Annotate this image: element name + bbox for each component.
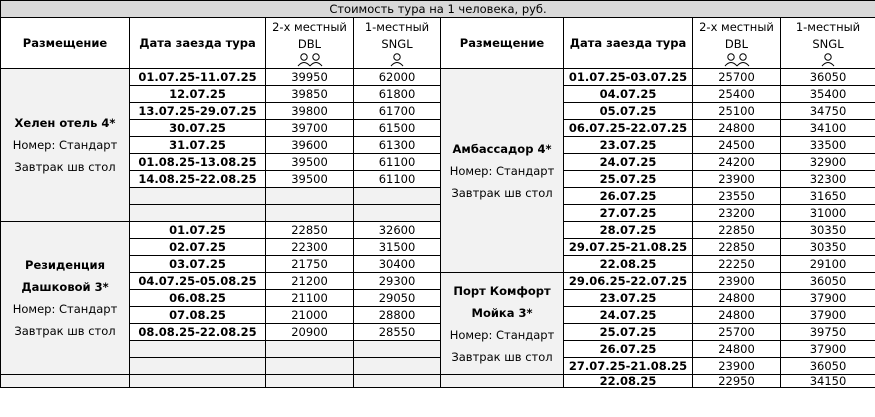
- one-person-icon: [356, 53, 438, 67]
- tour-date: 27.07.25-21.08.25: [564, 358, 693, 375]
- price-sngl: 28550: [354, 324, 441, 341]
- empty-cell: [130, 375, 266, 388]
- table-row: [1, 188, 875, 205]
- price-dbl: 20900: [266, 324, 354, 341]
- price-dbl: 39800: [266, 103, 354, 120]
- price-dbl: 23200: [693, 205, 781, 222]
- price-sngl: 62000: [354, 69, 441, 86]
- empty-cell: [266, 188, 354, 205]
- price-dbl: 23550: [693, 188, 781, 205]
- empty-cell: [354, 358, 441, 375]
- price-sngl: 30400: [354, 256, 441, 273]
- price-dbl: 39850: [266, 86, 354, 103]
- header-dbl-line2: DBL: [297, 37, 322, 51]
- price-dbl: 24800: [693, 341, 781, 358]
- price-dbl: 25100: [693, 103, 781, 120]
- price-sngl: 37900: [781, 307, 875, 324]
- table-row: [1, 239, 875, 256]
- price-sngl: 33500: [781, 137, 875, 154]
- price-sngl: 61100: [354, 154, 441, 171]
- table-row: [1, 358, 875, 375]
- tour-date: 13.07.25-29.07.25: [130, 103, 266, 120]
- hotel-cell: [1, 69, 130, 222]
- price-sngl: 29100: [781, 256, 875, 273]
- header-sngl-line1: 1-местный: [364, 20, 430, 34]
- hotel-name-line1: Порт Комфорт: [453, 283, 551, 298]
- table-row: [1, 86, 875, 103]
- table-row: [1, 375, 875, 388]
- empty-cell: [266, 358, 354, 375]
- table-row: [1, 341, 875, 358]
- room-type: Номер: Стандарт: [449, 327, 555, 342]
- price-dbl: 39500: [266, 154, 354, 171]
- price-sngl: 61700: [354, 103, 441, 120]
- meal-type: Завтрак шв стол: [451, 185, 553, 200]
- price-dbl: 21000: [266, 307, 354, 324]
- price-sngl: 29050: [354, 290, 441, 307]
- tour-date: 23.07.25: [564, 137, 693, 154]
- tour-date: 27.07.25: [564, 205, 693, 222]
- tour-date: 12.07.25: [130, 86, 266, 103]
- price-dbl: 23900: [693, 358, 781, 375]
- price-dbl: 21100: [266, 290, 354, 307]
- table-row: [1, 69, 875, 86]
- tour-date: 06.08.25: [130, 290, 266, 307]
- price-sngl: 36050: [781, 69, 875, 86]
- two-persons-icon: [268, 53, 351, 67]
- empty-cell: [266, 375, 354, 388]
- price-sngl: 35400: [781, 86, 875, 103]
- header-dbl-line1: 2-х местный: [699, 20, 774, 34]
- tour-date: 22.08.25: [564, 256, 693, 273]
- empty-cell: [266, 205, 354, 222]
- table-row: [1, 307, 875, 324]
- price-sngl: 39750: [781, 324, 875, 341]
- empty-cell: [130, 358, 266, 375]
- price-sngl: 61300: [354, 137, 441, 154]
- tour-date: 30.07.25: [130, 120, 266, 137]
- tour-date: 24.07.25: [564, 154, 693, 171]
- price-sngl: 36050: [781, 273, 875, 290]
- tour-date: 01.07.25: [130, 222, 266, 239]
- table-row: [1, 154, 875, 171]
- meal-type: Завтрак шв стол: [14, 160, 116, 174]
- empty-cell: [130, 205, 266, 222]
- one-person-icon: [783, 53, 873, 67]
- header-placement-right: Размещение: [441, 18, 564, 69]
- price-dbl: 24800: [693, 120, 781, 137]
- tour-date: 01.07.25-11.07.25: [130, 69, 266, 86]
- price-sngl: 32300: [781, 171, 875, 188]
- table-row: [1, 103, 875, 120]
- tour-date: 08.08.25-22.08.25: [130, 324, 266, 341]
- tour-date: 26.07.25: [564, 341, 693, 358]
- tour-date: 01.07.25-03.07.25: [564, 69, 693, 86]
- price-dbl: 24200: [693, 154, 781, 171]
- tour-date: 25.07.25: [564, 171, 693, 188]
- price-dbl: 23900: [693, 171, 781, 188]
- tour-date: 23.07.25: [564, 290, 693, 307]
- empty-cell: [354, 375, 441, 388]
- hotel-name-line2: Дашковой 3*: [21, 280, 109, 294]
- price-dbl: 39700: [266, 120, 354, 137]
- price-sngl: 37900: [781, 290, 875, 307]
- tour-date: 29.07.25-21.08.25: [564, 239, 693, 256]
- price-dbl: 23900: [693, 273, 781, 290]
- table-row: [1, 273, 875, 290]
- price-dbl: 25700: [693, 69, 781, 86]
- header-sngl-line1: 1-местный: [795, 20, 861, 34]
- header-placement-left: Размещение: [1, 18, 130, 69]
- header-dbl-right: [693, 18, 781, 69]
- empty-cell: [441, 375, 564, 388]
- table-row: [1, 171, 875, 188]
- header-dbl-line2: DBL: [724, 37, 749, 51]
- tour-date: 31.07.25: [130, 137, 266, 154]
- table-row: [1, 120, 875, 137]
- table-row: [1, 137, 875, 154]
- price-dbl: 24800: [693, 290, 781, 307]
- hotel-name: Хелен отель 4*: [14, 116, 116, 130]
- table-row: [1, 324, 875, 341]
- price-dbl: 22300: [266, 239, 354, 256]
- price-sngl: 61800: [354, 86, 441, 103]
- price-dbl: 22850: [693, 222, 781, 239]
- empty-cell: [354, 188, 441, 205]
- tour-date: 28.07.25: [564, 222, 693, 239]
- meal-type: Завтрак шв стол: [14, 324, 116, 338]
- header-date-left: Дата заезда тура: [130, 18, 266, 69]
- price-sngl: 34100: [781, 120, 875, 137]
- header-sngl-line2: SNGL: [812, 37, 844, 51]
- hotel-cell: [441, 69, 564, 273]
- room-type: Номер: Стандарт: [12, 138, 118, 152]
- price-sngl: 34150: [781, 375, 875, 388]
- price-sngl: 61500: [354, 120, 441, 137]
- empty-cell: [130, 188, 266, 205]
- table-row: [1, 222, 875, 239]
- price-dbl: 39600: [266, 137, 354, 154]
- room-type: Номер: Стандарт: [12, 302, 118, 316]
- tour-date: 24.07.25: [564, 307, 693, 324]
- hotel-name: Амбассадор 4*: [452, 141, 552, 156]
- price-sngl: 30350: [781, 222, 875, 239]
- tour-date: 22.08.25: [564, 375, 693, 388]
- tour-date: 02.07.25: [130, 239, 266, 256]
- header-sngl-right: [781, 18, 875, 69]
- header-sngl-left: [354, 18, 441, 69]
- price-sngl: 32900: [781, 154, 875, 171]
- meal-type: Завтрак шв стол: [451, 349, 553, 364]
- price-dbl: 25400: [693, 86, 781, 103]
- price-dbl: 39500: [266, 171, 354, 188]
- tour-date: 04.07.25: [564, 86, 693, 103]
- price-dbl: 22950: [693, 375, 781, 388]
- price-dbl: 22850: [266, 222, 354, 239]
- table-row: [1, 205, 875, 222]
- tour-date: 01.08.25-13.08.25: [130, 154, 266, 171]
- tour-date: 06.07.25-22.07.25: [564, 120, 693, 137]
- price-sngl: 31000: [781, 205, 875, 222]
- hotel-name-line1: Резиденция: [25, 258, 105, 272]
- tour-date: 25.07.25: [564, 324, 693, 341]
- header-dbl-line1: 2-х местный: [272, 20, 347, 34]
- hotel-cell: [441, 273, 564, 375]
- tour-date: 05.07.25: [564, 103, 693, 120]
- tour-date: 03.07.25: [130, 256, 266, 273]
- empty-cell: [1, 375, 130, 388]
- table-title: Стоимость тура на 1 человека, руб.: [1, 1, 875, 18]
- table-row: [1, 290, 875, 307]
- two-persons-icon: [695, 53, 778, 67]
- header-dbl-left: [266, 18, 354, 69]
- price-dbl: 39950: [266, 69, 354, 86]
- price-sngl: 32600: [354, 222, 441, 239]
- price-sngl: 31650: [781, 188, 875, 205]
- empty-cell: [354, 341, 441, 358]
- price-sngl: 37900: [781, 341, 875, 358]
- table-row: [1, 256, 875, 273]
- tour-date: 14.08.25-22.08.25: [130, 171, 266, 188]
- price-dbl: 22250: [693, 256, 781, 273]
- price-sngl: 29300: [354, 273, 441, 290]
- price-dbl: 24800: [693, 307, 781, 324]
- price-dbl: 24500: [693, 137, 781, 154]
- empty-cell: [354, 205, 441, 222]
- room-type: Номер: Стандарт: [449, 163, 555, 178]
- price-dbl: 22850: [693, 239, 781, 256]
- tour-date: 04.07.25-05.08.25: [130, 273, 266, 290]
- tour-date: 26.07.25: [564, 188, 693, 205]
- price-sngl: 31500: [354, 239, 441, 256]
- empty-cell: [130, 341, 266, 358]
- tour-date: 29.06.25-22.07.25: [564, 273, 693, 290]
- tour-date: 07.08.25: [130, 307, 266, 324]
- price-dbl: 25700: [693, 324, 781, 341]
- price-dbl: 21750: [266, 256, 354, 273]
- hotel-cell: [1, 222, 130, 375]
- header-date-right: Дата заезда тура: [564, 18, 693, 69]
- price-dbl: 21200: [266, 273, 354, 290]
- empty-cell: [266, 341, 354, 358]
- hotel-name-line2: Мойка 3*: [471, 305, 533, 320]
- price-sngl: 30350: [781, 239, 875, 256]
- price-sngl: 28800: [354, 307, 441, 324]
- price-sngl: 34750: [781, 103, 875, 120]
- price-sngl: 36050: [781, 358, 875, 375]
- price-sngl: 61100: [354, 171, 441, 188]
- header-sngl-line2: SNGL: [381, 37, 413, 51]
